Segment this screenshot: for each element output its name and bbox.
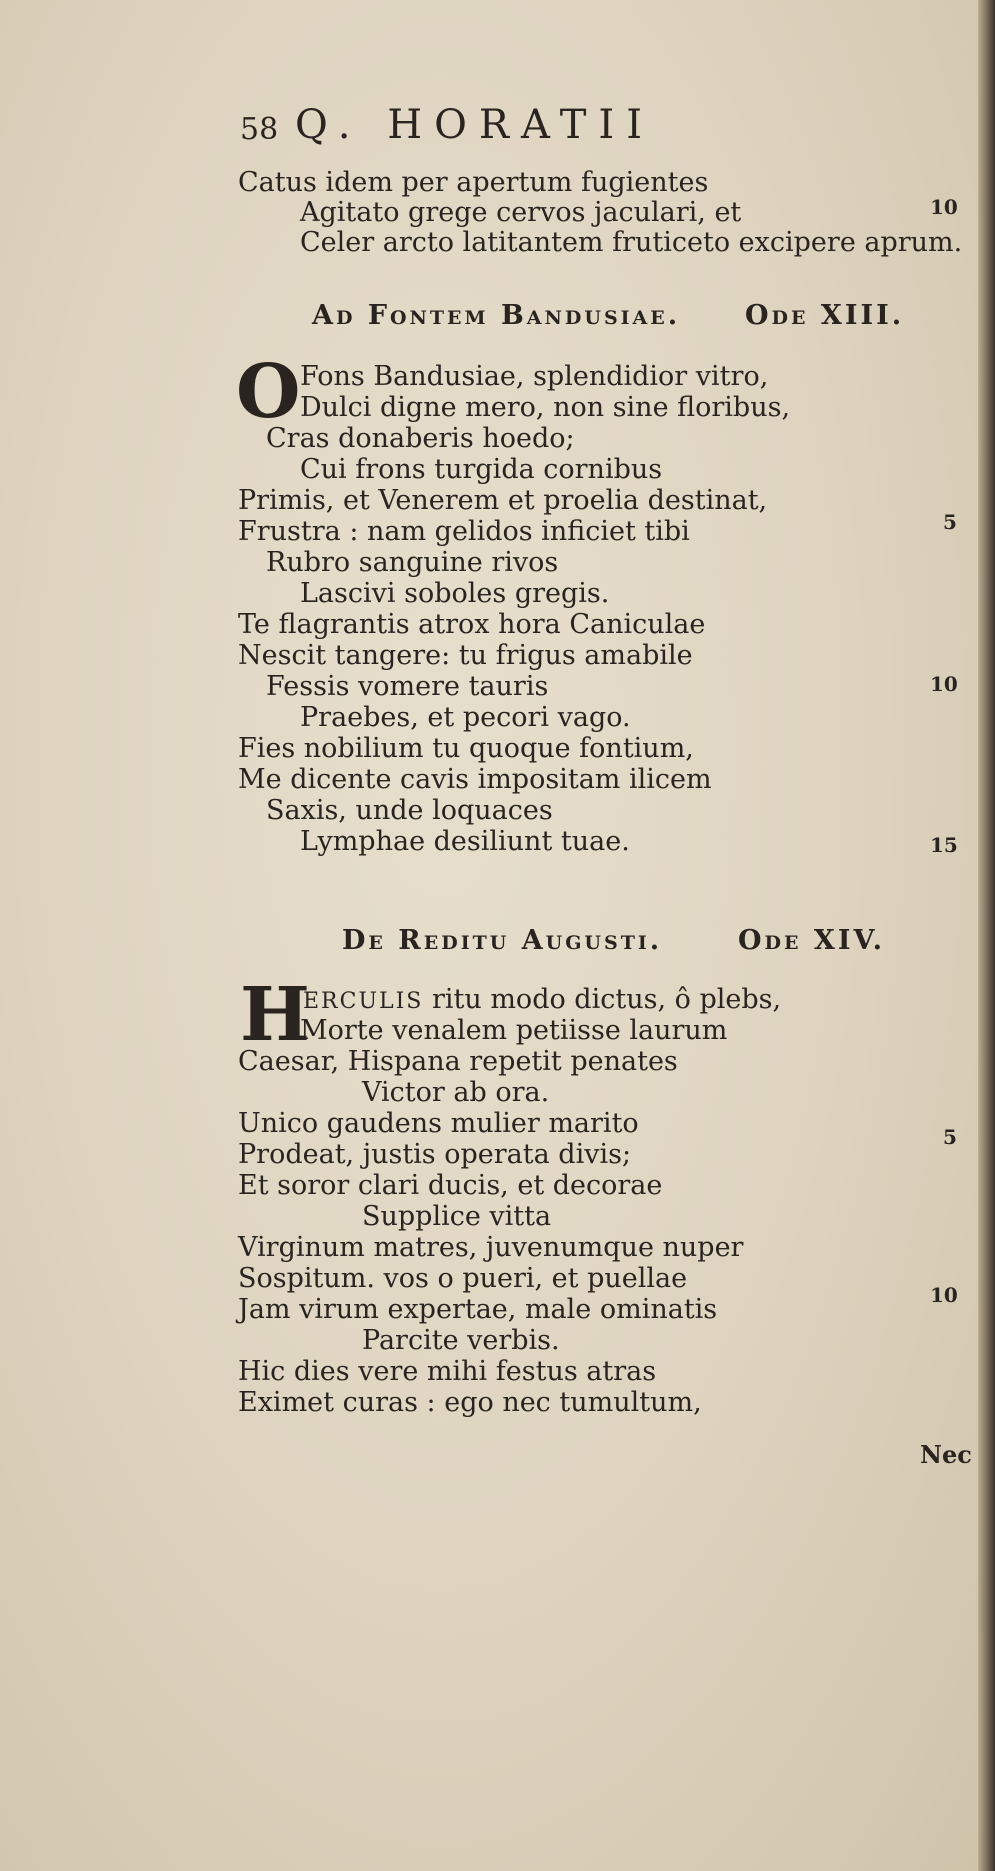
- catchword: Nec: [920, 1440, 972, 1469]
- ode-13-drop-cap: O: [236, 349, 301, 435]
- verse-line: Saxis, unde loquaces: [266, 795, 553, 826]
- verse-line: Frustra : nam gelidos inficiet tibi: [238, 516, 690, 547]
- verse-line: Te flagrantis atrox hora Caniculae: [238, 609, 706, 640]
- line-number: 10: [930, 1283, 958, 1307]
- verse-line: Supplice vitta: [362, 1201, 552, 1232]
- verse-line: Dulci digne mero, non sine floribus,: [300, 392, 791, 423]
- ode-14-title: De Reditu Augusti.: [342, 925, 663, 956]
- verse-line: Lascivi soboles gregis.: [300, 578, 610, 609]
- line-number: 10: [930, 195, 958, 219]
- verse-line: Catus idem per apertum fugientes: [238, 167, 709, 198]
- verse-line: Victor ab ora.: [362, 1077, 550, 1108]
- page-edge: [978, 0, 995, 1871]
- verse-line-rest: ritu modo dictus, ô plebs,: [431, 984, 782, 1015]
- verse-line: Hic dies vere mihi festus atras: [238, 1356, 657, 1387]
- verse-line: Eximet curas : ego nec tumultum,: [238, 1387, 702, 1418]
- verse-line: Caesar, Hispana repetit penates: [238, 1046, 678, 1077]
- verse-line: Celer arcto latitantem fruticeto excipere aprum.: [300, 227, 963, 258]
- first-word-small-caps: ERCULIS: [303, 989, 424, 1014]
- verse-line: Cras donaberis hoedo;: [266, 423, 575, 454]
- verse-line: Me dicente cavis impositam ilicem: [238, 764, 712, 795]
- verse-line: Rubro sanguine rivos: [266, 547, 559, 578]
- ode-14-number: Ode XIV.: [738, 925, 886, 956]
- verse-line: Primis, et Venerem et proelia destinat,: [238, 485, 768, 516]
- line-number: 5: [943, 510, 957, 534]
- verse-line: Parcite verbis.: [362, 1325, 560, 1356]
- verse-line: Cui frons turgida cornibus: [300, 454, 663, 485]
- line-number: 15: [930, 833, 958, 857]
- verse-line: Lymphae desiliunt tuae.: [300, 826, 630, 857]
- verse-line: Fessis vomere tauris: [266, 671, 549, 702]
- verse-line: Virginum matres, juvenumque nuper: [238, 1232, 744, 1263]
- ode-13-title: Ad Fontem Bandusiae.: [312, 300, 681, 331]
- verse-line: Praebes, et pecori vago.: [300, 702, 631, 733]
- verse-line: Sospitum. vos o pueri, et puellae: [238, 1263, 688, 1294]
- running-head: Q. HORATII: [295, 102, 655, 148]
- ode-13-number: Ode XIII.: [745, 300, 905, 331]
- verse-line: Nescit tangere: tu frigus amabile: [238, 640, 693, 671]
- verse-line: Unico gaudens mulier marito: [238, 1108, 639, 1139]
- verse-line: Agitato grege cervos jaculari, et: [300, 197, 742, 228]
- line-number: 10: [930, 672, 958, 696]
- verse-line: Fies nobilium tu quoque fontium,: [238, 733, 694, 764]
- ode-14-drop-cap: H: [240, 972, 310, 1058]
- first-verse-line: [303, 985, 781, 1017]
- verse-line: Fons Bandusiae, splendidior vitro,: [300, 361, 769, 392]
- page-number: 58: [240, 112, 279, 147]
- verse-line: Jam virum expertae, male ominatis: [238, 1294, 718, 1325]
- verse-line: Et soror clari ducis, et decorae: [238, 1170, 663, 1201]
- verse-line: Prodeat, justis operata divis;: [238, 1139, 632, 1170]
- verse-line: Morte venalem petiisse laurum: [300, 1015, 728, 1046]
- line-number: 5: [943, 1125, 957, 1149]
